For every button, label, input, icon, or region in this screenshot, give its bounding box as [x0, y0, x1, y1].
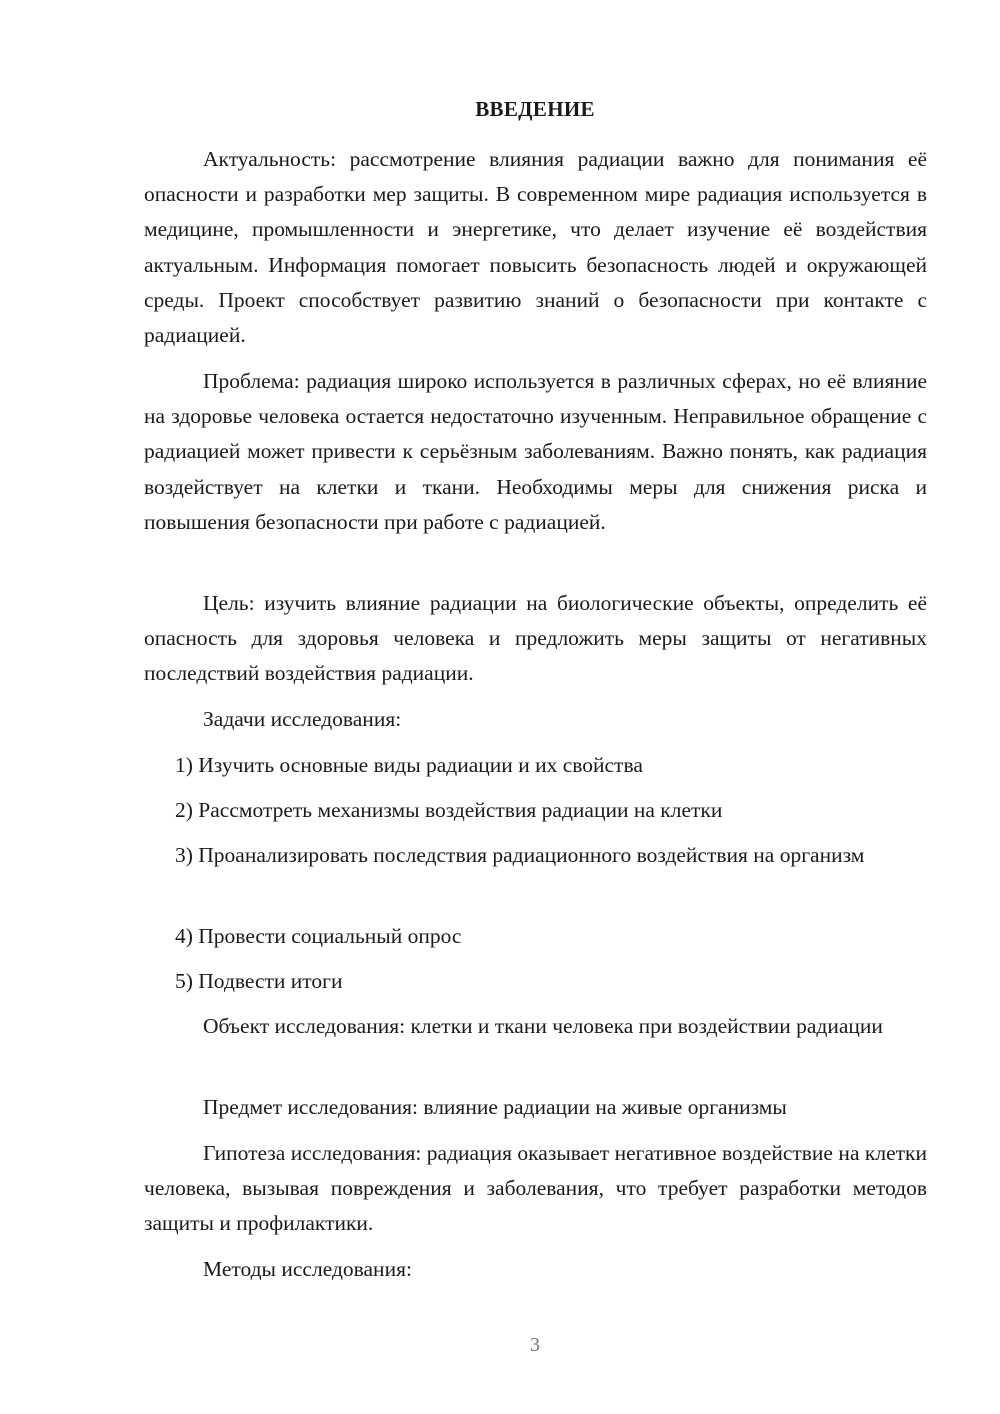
object-text: Объект исследования: клетки и ткани человека при воздействии радиации	[203, 1014, 883, 1038]
hypothesis-text: Гипотеза исследования: радиация оказывает негативное воздействие на клетки человека, вызывая повреждения и заболевания, что требует разработки методов защиты и профилактики.	[144, 1141, 927, 1236]
goal-text: Цель: изучить влияние радиации на биологические объекты, определить её опасность для здоровья человека и предложить меры защиты от негативных последствий воздействия радиации.	[144, 591, 927, 686]
subject-text: Предмет исследования: влияние радиации на живые организмы	[203, 1095, 787, 1119]
task-list-item-3	[144, 838, 927, 873]
list-item: 5) Подвести итоги	[175, 969, 343, 993]
task-list-item-2	[144, 793, 927, 828]
list-item: 2) Рассмотреть механизмы воздействия радиации на клетки	[175, 798, 723, 822]
hypothesis-paragraph	[144, 1136, 927, 1242]
list-item: 3) Проанализировать последствия радиационного воздействия на организм	[175, 843, 865, 867]
tasks-heading-paragraph	[144, 702, 927, 737]
subject-paragraph	[144, 1090, 927, 1125]
list-item: 4) Провести социальный опрос	[175, 924, 462, 948]
problem-paragraph	[144, 364, 927, 540]
object-paragraph	[144, 1009, 927, 1044]
task-list-item-5	[144, 964, 927, 999]
relevance-paragraph	[144, 142, 927, 353]
relevance-text: Актуальность: рассмотрение влияния радиации важно для понимания её опасности и разработки мер защиты. В современном мире радиация используется в медицине, промышленности и энергетике, что делает изучение её воздействия актуальным. Информация помогает повысить безопасность людей и окружающей среды. Проект способствует развитию знаний о безопасности при контакте с радиацией.	[144, 147, 927, 348]
methods-text: Методы исследования:	[203, 1257, 412, 1281]
task-list-item-4	[144, 919, 927, 954]
goal-paragraph	[144, 586, 927, 692]
problem-text: Проблема: радиация широко используется в различных сферах, но её влияние на здоровье человека остается недостаточно изученным. Неправильное обращение с радиацией может привести к серьёзным заболеваниям. Важно понять, как радиация воздействует на клетки и ткани. Необходимы меры для снижения риска и повышения безопасности при работе с радиацией.	[144, 369, 927, 534]
page-number: 3	[530, 1334, 540, 1356]
section-title: ВВЕДЕНИЕ	[475, 97, 595, 121]
tasks-heading: Задачи исследования:	[203, 707, 402, 731]
list-item: 1) Изучить основные виды радиации и их свойства	[175, 753, 643, 777]
task-list-item-1	[144, 748, 927, 783]
methods-paragraph	[144, 1252, 927, 1287]
